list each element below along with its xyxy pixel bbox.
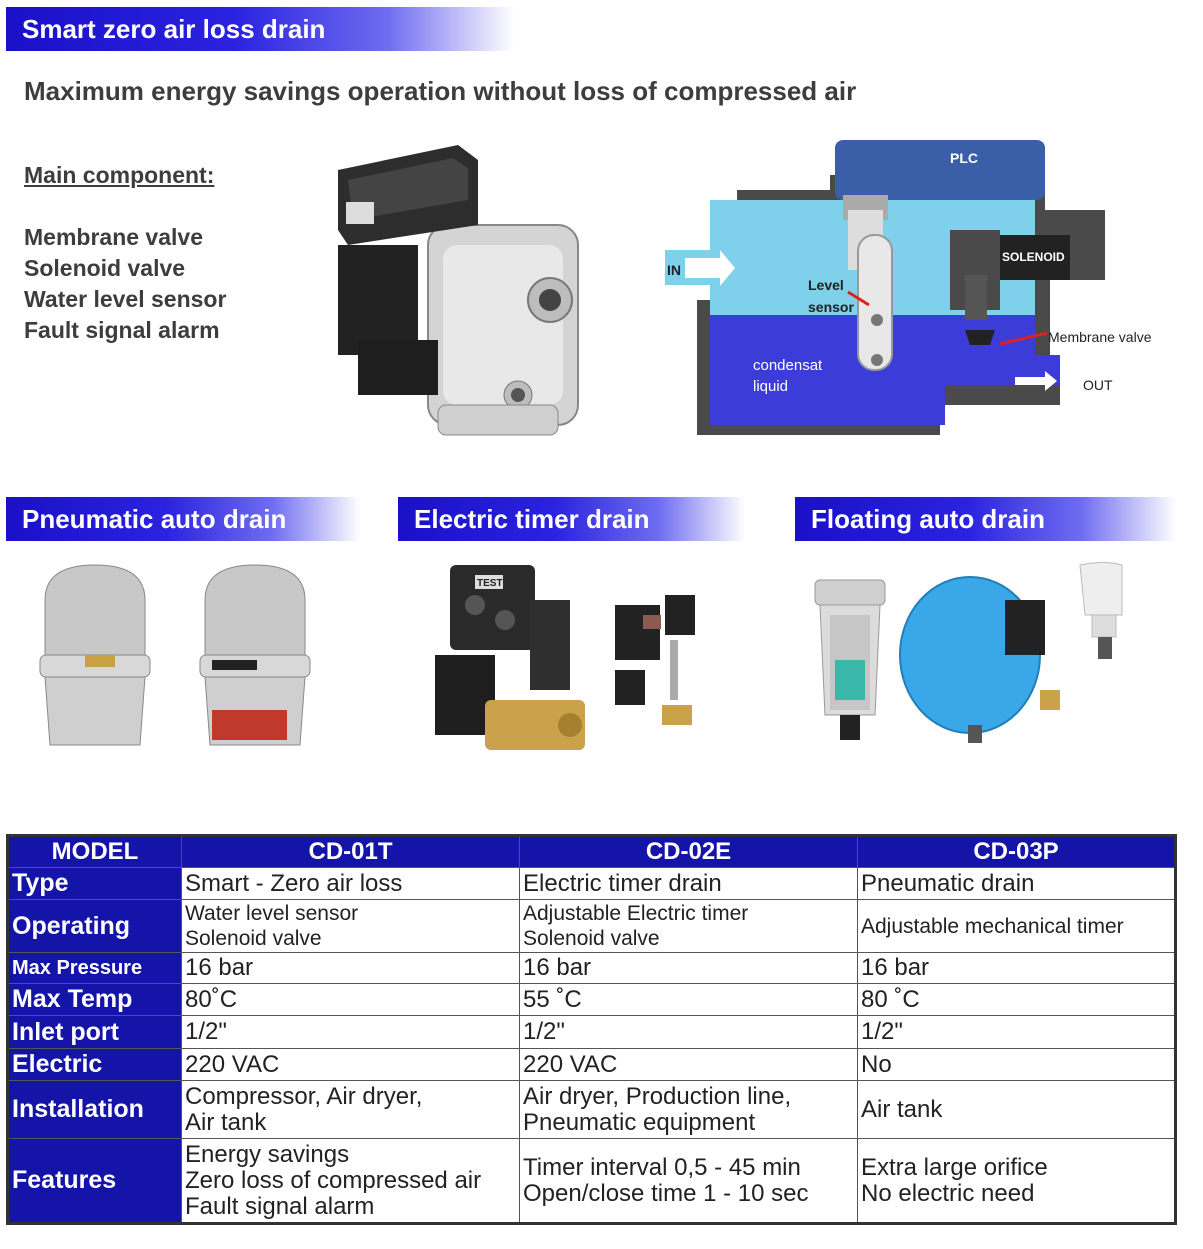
table-cell: Water level sensor Solenoid valve [182,900,520,953]
row-label-installation: Installation [8,1081,182,1139]
table-row [8,1016,1176,1049]
diagram-label-plc: PLC [950,150,978,166]
diagram-label-solenoid: SOLENOID [1002,250,1065,264]
table-cell: Air tank [858,1081,1176,1139]
table-cell: Adjustable Electric timer Solenoid valve [520,900,858,953]
table-row [8,1049,1176,1081]
table-row [8,953,1176,984]
row-label-max-temp: Max Temp [8,984,182,1016]
table-header-cd-03p: CD-03P [858,836,1176,868]
table-cell: Smart - Zero air loss [182,868,520,900]
diagram-label-condensat: condensat [753,357,823,374]
table-header-cd-02e: CD-02E [520,836,858,868]
row-label-operating: Operating [8,900,182,953]
section-banner-smart-drain: Smart zero air loss drain [6,7,514,51]
diagram-label-membrane-valve: Membrane valve [1048,329,1152,345]
table-cell: 16 bar [520,953,858,984]
electric-timer-drain-image [430,560,710,765]
table-cell: 1/2" [858,1016,1176,1049]
section-banner-electric: Electric timer drain [398,497,745,541]
page-subtitle: Maximum energy savings operation without loss of compressed air [24,76,857,106]
table-cell: Extra large orifice No electric need [858,1139,1176,1224]
section-banner-pneumatic: Pneumatic auto drain [6,497,360,541]
drain-cutaway-diagram [665,140,1180,440]
row-label-inlet-port: Inlet port [8,1016,182,1049]
table-cell: 80 ˚C [858,984,1176,1016]
table-cell: 55 ˚C [520,984,858,1016]
spec-table [6,834,1177,1225]
list-item: Fault signal alarm [24,317,220,343]
table-cell: 1/2" [182,1016,520,1049]
table-cell: 80˚C [182,984,520,1016]
table-row [8,1139,1176,1224]
table-cell: Timer interval 0,5 - 45 min Open/close time 1 - 10 sec [520,1139,858,1224]
table-cell: 1/2" [520,1016,858,1049]
row-label-electric: Electric [8,1049,182,1081]
table-cell: Adjustable mechanical timer [858,900,1176,953]
row-label-features: Features [8,1139,182,1224]
main-component-title: Main component: [24,162,215,188]
diagram-label-out: OUT [1083,377,1113,393]
diagram-label-liquid: liquid [753,378,789,395]
table-cell: Electric timer drain [520,868,858,900]
row-label-type: Type [8,868,182,900]
section-banner-floating: Floating auto drain [795,497,1176,541]
table-cell: Pneumatic drain [858,868,1176,900]
table-row [8,1081,1176,1139]
table-cell: Compressor, Air dryer, Air tank [182,1081,520,1139]
table-cell: 16 bar [858,953,1176,984]
table-row [8,900,1176,953]
diagram-label-in: IN [667,262,681,278]
table-row [8,868,1176,900]
component-list [24,222,226,346]
table-header-row [8,836,1176,868]
table-cell: 16 bar [182,953,520,984]
table-header-model: MODEL [8,836,182,868]
table-cell: No [858,1049,1176,1081]
table-cell: Energy savings Zero loss of compressed air Fault signal alarm [182,1139,520,1224]
list-item: Membrane valve [24,224,203,250]
table-cell: 220 VAC [182,1049,520,1081]
list-item: Water level sensor [24,286,227,312]
diagram-label-sensor: sensor [808,299,854,315]
list-item: Solenoid valve [24,255,186,281]
smart-drain-product-image [318,140,588,450]
floating-drain-image [810,560,1130,755]
pneumatic-drain-image [30,560,320,760]
table-header-cd-01t: CD-01T [182,836,520,868]
table-cell: Air dryer, Production line, Pneumatic equipment [520,1081,858,1139]
table-cell: 220 VAC [520,1049,858,1081]
row-label-max-pressure: Max Pressure [8,953,182,984]
diagram-label-level: Level [808,277,844,293]
test-button-label: TEST [477,578,503,589]
table-row [8,984,1176,1016]
